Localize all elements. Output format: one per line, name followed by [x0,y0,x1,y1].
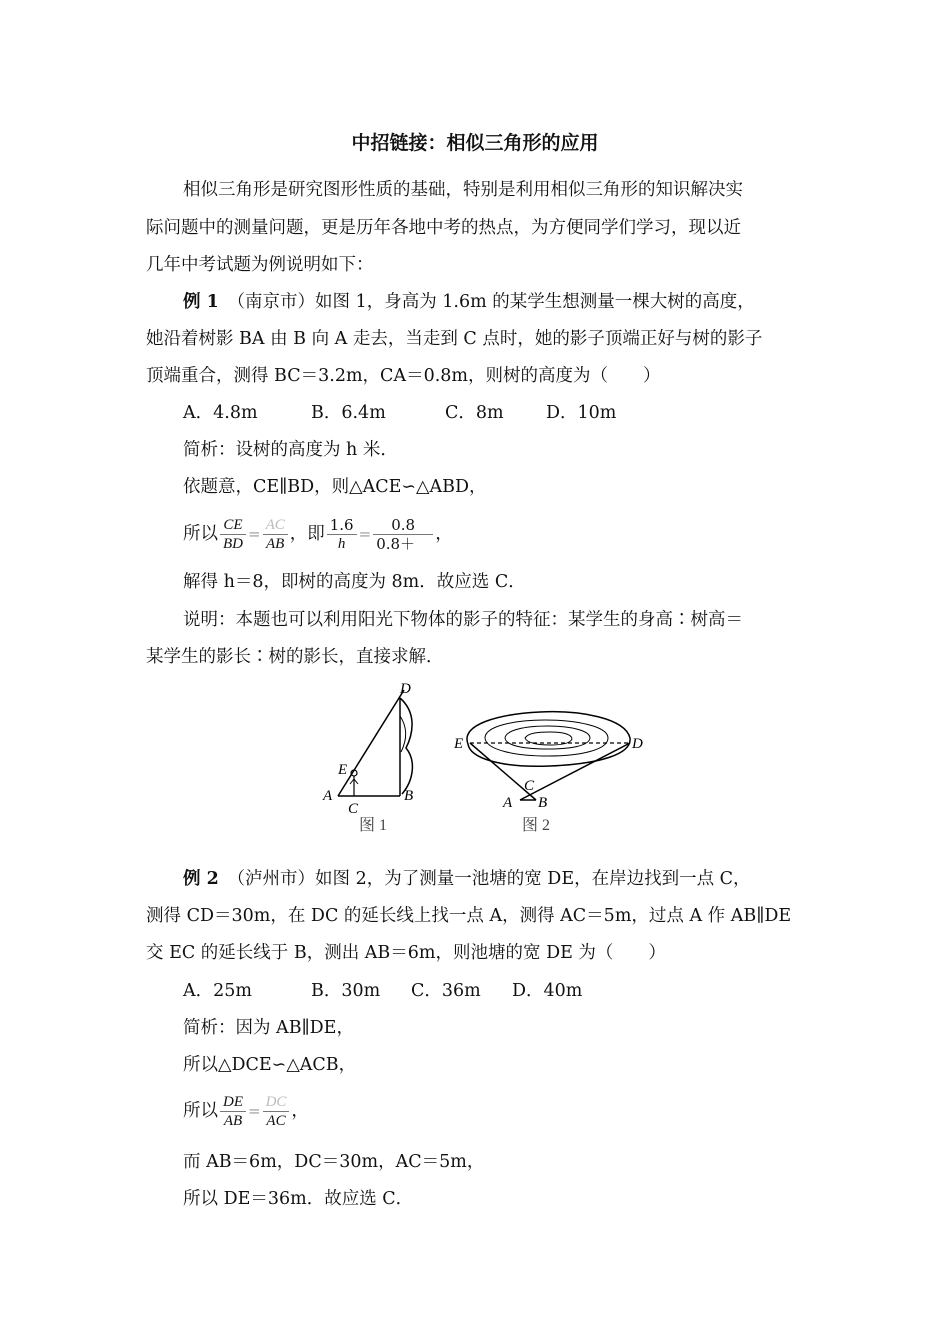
ex1-option-c: C．8m [445,403,504,423]
ex1-fraction-ce-bd [220,516,246,553]
ex2-question-line-1 [183,867,751,891]
ex1-equals-2: = [358,525,372,543]
ex1-frac3-den: h [327,534,357,553]
ex1-label: 例 1 [183,292,219,312]
ex2-step-4: 所以 DE＝36m．故应选 C． [183,1189,414,1209]
ex2-option-c: C．36m [411,981,481,1001]
ex1-question-line-3: 顶端重合，测得 BC＝3.2m，CA＝0.8m，则树的高度为（ ） [146,366,661,386]
ex2-label: 例 2 [183,869,219,889]
ex1-frac1-den: BD [220,534,246,553]
fig1-tree-foliage [400,698,412,794]
figures [310,676,650,838]
ex2-step-1: 所以△DCE∽△ACB， [183,1055,357,1075]
ex1-option-b: B．6.4m [311,403,386,423]
ex2-frac2-num: DC [265,1094,287,1110]
intro-line-2: 际问题中的测量问题，更是历年各地中考的热点，为方便同学们学习，现以近 [146,218,741,238]
ex2-frac1-den: AB [220,1111,246,1130]
ex1-equals-1: = [248,525,261,543]
fig2-pond-ring-2 [505,726,590,749]
ex1-step2-end: ， [435,524,453,544]
fig2-label-e: E [454,736,464,752]
ex2-text-1: （泸州市）如图 2，为了测量一池塘的宽 DE，在岸边找到一点 C， [236,869,751,889]
ex2-question-line-2: 测得 CD＝30m，在 DC 的延长线上找一点 A，测得 AC＝5m，过点 A 作 AB∥DE [146,906,792,926]
ex2-analysis: 简析：因为 AB∥DE， [183,1018,354,1038]
ex1-step-3: 解得 h＝8，即树的高度为 8m．故应选 C． [183,572,526,592]
ex1-frac2-den: AB [263,534,288,553]
ex2-step-3: 而 AB＝6m，DC＝30m，AC＝5m， [183,1152,485,1172]
ex2-step2-end: ， [291,1101,309,1121]
fig1-label-a: A [323,788,333,804]
ex1-note-2: 某学生的影长∶树的影长，直接求解． [146,647,444,667]
ex1-option-a: A．4.8m [183,403,258,423]
fig1-tree-inner [400,716,406,752]
ex1-question-line-2: 她沿着树影 BA 由 B 向 A 走去，当走到 C 点时，她的影子顶端正好与树的影子 [146,329,763,349]
ex2-step2-prefix: 所以 [183,1101,218,1121]
figure-1-caption: 图 1 [359,817,388,834]
fig1-label-b: B [404,788,414,804]
ex2-equals: = [248,1102,261,1120]
ex2-step-2 [183,1088,309,1134]
ex2-option-d: D．40m [512,981,583,1001]
fig2-label-d: D [632,736,643,752]
figure-2-caption: 图 2 [522,817,551,834]
ex1-frac2-num: AC [265,517,285,533]
fig1-label-c: C [348,801,359,817]
ex1-frac1-num: CE [223,517,243,533]
ex1-question-line-1 [183,290,755,314]
ex1-frac3-num: 1.6 [329,516,354,534]
ex1-option-d: D．10m [546,403,617,423]
ex1-analysis: 简析：设树的高度为 h 米． [183,440,398,460]
ex1-text-1: （南京市）如图 1，身高为 1.6m 的某学生想测量一棵大树的高度， [236,292,755,312]
ex1-frac4-den: 0.8＋ [373,534,433,553]
ex1-note-1: 说明：本题也可以利用阳光下物体的影子的特征：某学生的身高∶树高＝ [183,610,743,630]
ex1-fraction-08 [373,516,433,553]
page-title: 中招链接：相似三角形的应用 [351,132,599,154]
ex2-frac2-den: AC [263,1111,290,1130]
fig2-label-c: C [524,778,535,794]
fig2-label-a: A [503,795,513,811]
figure-2-pond [467,712,630,800]
ex1-step2-mid: ，即 [289,524,325,544]
ex2-fraction-de-ab [220,1093,246,1130]
fig2-line-da [520,743,630,800]
figure-1-tree-shadow [338,690,412,796]
fig1-label-e: E [338,762,348,778]
ex2-question-line-3: 交 EC 的延长线于 B，测出 AB＝6m，则池塘的宽 DE 为（ ） [146,943,666,963]
fig1-label-d: D [400,681,411,697]
ex2-option-a: A．25m [183,981,253,1001]
ex1-frac4-num: 0.8 [391,516,416,534]
ex1-fraction-ac-ab [263,516,288,553]
fig1-line-ad [338,690,404,796]
intro-line-3: 几年中考试题为例说明如下： [146,255,374,275]
ex2-option-b: B．30m [311,981,381,1001]
ex1-step2-prefix: 所以 [183,524,218,544]
fig2-label-b: B [538,795,548,811]
ex1-step-1: 依题意，CE∥BD，则△ACE∽△ABD， [183,477,487,497]
ex1-step-2 [183,511,453,557]
intro-line-1: 相似三角形是研究图形性质的基础，特别是利用相似三角形的知识解决实 [183,180,743,200]
ex1-fraction-16-h [327,516,357,553]
ex2-frac1-num: DE [223,1094,243,1110]
ex2-fraction-dc-ac [263,1093,290,1130]
